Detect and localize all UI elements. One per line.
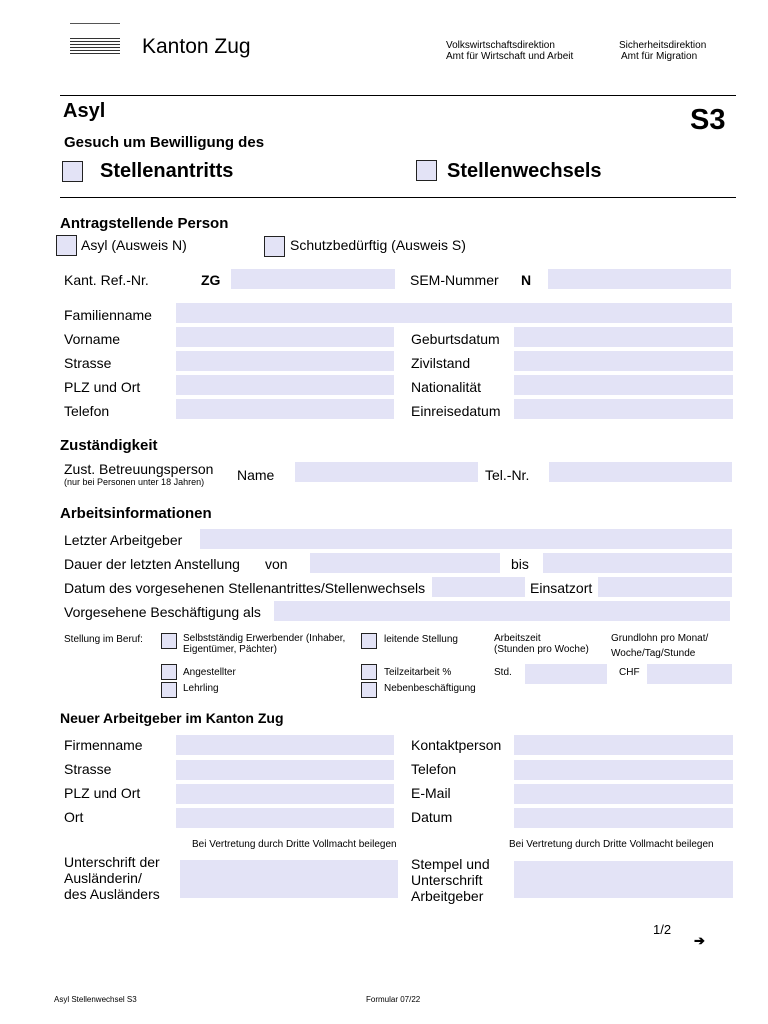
label-betreuungsperson: Zust. Betreuungsperson: [64, 461, 214, 477]
label-bis: bis: [511, 556, 529, 572]
bis-field[interactable]: [543, 553, 732, 573]
einreisedatum-field[interactable]: [514, 399, 733, 419]
label-asyl: Asyl (Ausweis N): [81, 237, 187, 253]
employer-strasse-field[interactable]: [176, 760, 394, 780]
label-firmenname: Firmenname: [64, 737, 143, 753]
next-page-arrow-icon[interactable]: ➔: [694, 933, 705, 948]
label-grundlohn-1: Grundlohn pro Monat/: [611, 633, 709, 644]
option-stellenantritt: Stellenantritts: [100, 160, 234, 182]
label-dauer: Dauer der letzten Anstellung: [64, 556, 240, 572]
label-zivilstand: Zivilstand: [411, 355, 471, 371]
von-field[interactable]: [310, 553, 500, 573]
label-chf: CHF: [619, 667, 640, 678]
label-schutz: Schutzbedürftig (Ausweis S): [290, 237, 466, 253]
label-grundlohn-2: Woche/Tag/Stunde: [611, 648, 696, 659]
checkbox-angestellter[interactable]: [161, 664, 177, 680]
dept1-line1: Volkswirtschaftsdirektion: [446, 40, 555, 51]
checkbox-leitend[interactable]: [361, 633, 377, 649]
top-rule: [60, 95, 736, 96]
label-telefon: Telefon: [64, 403, 110, 419]
label-vorname: Vorname: [64, 331, 121, 347]
firmenname-field[interactable]: [176, 735, 394, 755]
logo-text: Kanton Zug: [142, 35, 251, 58]
stunden-field[interactable]: [525, 664, 607, 684]
ref-prefix: ZG: [201, 272, 221, 288]
title-rule: [60, 197, 736, 198]
canton-logo: [70, 23, 120, 57]
option-stellenwechsel: Stellenwechsels: [447, 160, 602, 182]
asyl-title: Asyl: [63, 100, 106, 122]
label-stempel-1: Stempel und: [411, 856, 490, 872]
label-selbststaendig-1: Selbstständig Erwerbender (Inhaber,: [183, 633, 346, 644]
label-employer-strasse: Strasse: [64, 761, 112, 777]
label-betreuer-tel: Tel.-Nr.: [485, 467, 530, 483]
label-teilzeit: Teilzeitarbeit %: [384, 667, 452, 678]
einsatzort-field[interactable]: [598, 577, 732, 597]
dept1-line2: Amt für Wirtschaft und Arbeit: [446, 51, 574, 62]
betreuer-name-field[interactable]: [295, 462, 478, 482]
beschaeftigung-field[interactable]: [274, 601, 730, 621]
label-einsatzort: Einsatzort: [530, 580, 593, 596]
footer-left: Asyl Stellenwechsel S3: [54, 995, 137, 1004]
section-work: Arbeitsinformationen: [60, 505, 212, 522]
label-beschaeftigung: Vorgesehene Beschäftigung als: [64, 604, 261, 620]
label-leitend: leitende Stellung: [384, 634, 458, 645]
stempel-field[interactable]: [514, 861, 733, 898]
label-email: E-Mail: [411, 785, 451, 801]
label-datum-antritt: Datum des vorgesehenen Stellenantrittes/Stellenwechsels: [64, 580, 426, 596]
label-ort: Ort: [64, 809, 84, 825]
label-std: Std.: [494, 667, 512, 678]
familienname-field[interactable]: [176, 303, 732, 323]
sem-field[interactable]: [548, 269, 731, 289]
label-arbeitszeit-2: (Stunden pro Woche): [494, 644, 589, 655]
label-unterschrift-2: Ausländerin/: [64, 870, 142, 886]
checkbox-stellenantritt[interactable]: [62, 161, 83, 182]
label-stempel-3: Arbeitgeber: [411, 888, 484, 904]
label-employer-telefon: Telefon: [411, 761, 457, 777]
label-nebenbeschaeftigung: Nebenbeschäftigung: [384, 683, 476, 694]
checkbox-stellenwechsel[interactable]: [416, 160, 437, 181]
employer-plz-ort-field[interactable]: [176, 784, 394, 804]
label-employer-plz-ort: PLZ und Ort: [64, 785, 141, 801]
label-von: von: [265, 556, 288, 572]
label-geburtsdatum: Geburtsdatum: [411, 331, 500, 347]
label-stellung: Stellung im Beruf:: [64, 634, 143, 645]
employer-telefon-field[interactable]: [514, 760, 733, 780]
vorname-field[interactable]: [176, 327, 394, 347]
label-letzter-arbeitgeber: Letzter Arbeitgeber: [64, 532, 183, 548]
email-field[interactable]: [514, 784, 733, 804]
label-stempel-2: Unterschrift: [411, 872, 483, 888]
label-ref-nr: Kant. Ref.-Nr.: [64, 272, 149, 288]
sem-prefix: N: [521, 272, 532, 288]
unterschrift-field[interactable]: [180, 860, 398, 898]
plz-ort-field[interactable]: [176, 375, 394, 395]
datum-antritt-field[interactable]: [432, 577, 525, 597]
label-nationalitaet: Nationalität: [411, 379, 482, 395]
form-code: S3: [690, 104, 726, 136]
kontaktperson-field[interactable]: [514, 735, 733, 755]
checkbox-lehrling[interactable]: [161, 682, 177, 698]
checkbox-selbststaendig[interactable]: [161, 633, 177, 649]
label-datum: Datum: [411, 809, 453, 825]
label-arbeitszeit-1: Arbeitszeit: [494, 633, 541, 644]
footer-center: Formular 07/22: [366, 995, 421, 1004]
label-betreuer-name: Name: [237, 467, 275, 483]
page-number: 1/2: [653, 922, 672, 937]
betreuer-tel-field[interactable]: [549, 462, 732, 482]
label-strasse: Strasse: [64, 355, 112, 371]
label-familienname: Familienname: [64, 307, 152, 323]
zivilstand-field[interactable]: [514, 351, 733, 371]
checkbox-nebenbeschaeftigung[interactable]: [361, 682, 377, 698]
label-sem: SEM-Nummer: [410, 272, 499, 288]
ref-nr-field[interactable]: [231, 269, 395, 289]
betreuungsperson-note: (nur bei Personen unter 18 Jahren): [64, 477, 205, 487]
telefon-field[interactable]: [176, 399, 394, 419]
label-angestellter: Angestellter: [183, 667, 236, 678]
section-responsibility: Zuständigkeit: [60, 437, 158, 454]
datum-field[interactable]: [514, 808, 733, 828]
checkbox-asyl[interactable]: [56, 235, 77, 256]
label-einreisedatum: Einreisedatum: [411, 403, 501, 419]
form-subtitle: Gesuch um Bewilligung des: [64, 134, 265, 151]
label-unterschrift-3: des Ausländers: [64, 886, 160, 902]
label-kontaktperson: Kontaktperson: [411, 737, 502, 753]
lohn-field[interactable]: [647, 664, 732, 684]
section-employer: Neuer Arbeitgeber im Kanton Zug: [60, 710, 284, 726]
label-plz-ort: PLZ und Ort: [64, 379, 141, 395]
checkbox-teilzeit[interactable]: [361, 664, 377, 680]
dept2-line2: Amt für Migration: [621, 51, 698, 62]
strasse-field[interactable]: [176, 351, 394, 371]
section-applicant: Antragstellende Person: [60, 215, 229, 232]
vollmacht-note-left: Bei Vertretung durch Dritte Vollmacht beilegen: [192, 839, 397, 850]
label-unterschrift-1: Unterschrift der: [64, 854, 160, 870]
label-selbststaendig-2: Eigentümer, Pächter): [183, 644, 277, 655]
letzter-arbeitgeber-field[interactable]: [200, 529, 732, 549]
ort-field[interactable]: [176, 808, 394, 828]
vollmacht-note-right: Bei Vertretung durch Dritte Vollmacht beilegen: [509, 839, 714, 850]
nationalitaet-field[interactable]: [514, 375, 733, 395]
label-lehrling: Lehrling: [183, 683, 219, 694]
checkbox-schutz[interactable]: [264, 236, 285, 257]
geburtsdatum-field[interactable]: [514, 327, 733, 347]
dept2-line1: Sicherheitsdirektion: [619, 40, 707, 51]
